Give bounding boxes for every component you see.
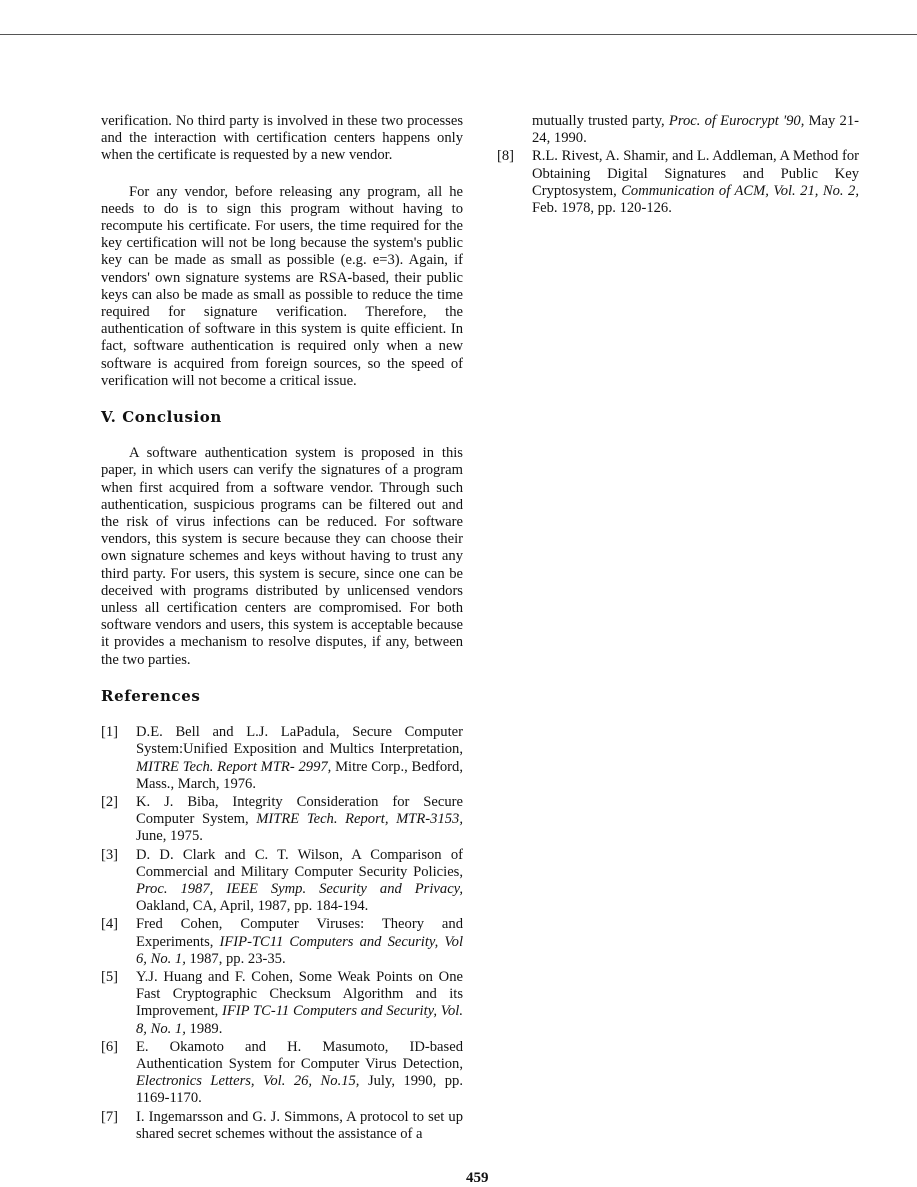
reference-item: [3] D. D. Clark and C. T. Wilson, A Comparison of Commercial and Military Computer Security Policies, Proc. 1987, IEEE Symp. Security and Privacy, Oakland, CA, April, 1987, pp. 184-194. bbox=[101, 846, 463, 915]
right-column bbox=[497, 113, 859, 218]
reference-list-continued bbox=[497, 113, 859, 217]
references-heading: References bbox=[101, 686, 201, 705]
reference-list bbox=[101, 724, 463, 1143]
paragraph-conclusion: A software authentication system is proposed in this paper, in which users can verify the signatures of a program when first acquired from a software vendor. Through such authentication, suspicious programs can be filtered out and the risk of virus infections can be reduced. For software vendors, this system is secure because they can choose their own signature schemes and keys without having to trust any third party. For users, this system is secure, since one can be deceived with programs distributed by unlicensed vendors unless all certification centers are compromised. For both software vendors and users, this system is acceptable because it provides a mechanism to resolve disputes, if any, between the two parties. bbox=[101, 445, 463, 668]
reference-item: [7] I. Ingemarsson and G. J. Simmons, A protocol to set up shared secret schemes without the assistance of a bbox=[101, 1108, 463, 1142]
paragraph-verification: verification. No third party is involved in these two processes and the interaction with certification centers happens only when the certificate is requested by a new vendor. bbox=[101, 113, 463, 164]
reference-item: [5] Y.J. Huang and F. Cohen, Some Weak Points on One Fast Cryptographic Checksum Algorithm and its Improvement, IFIP TC-11 Computers and Security, Vol. 8, No. 1, 1989. bbox=[101, 968, 463, 1037]
reference-item: [1] D.E. Bell and L.J. LaPadula, Secure Computer System:Unified Exposition and Multics Interpretation, MITRE Tech. Report MTR- 2997, Mitre Corp., Bedford, Mass., March, 1976. bbox=[101, 724, 463, 792]
reference-item: [8] R.L. Rivest, A. Shamir, and L. Addleman, A Method for Obtaining Digital Signatures and Public Key Cryptosystem, Communication of ACM, Vol. 21, No. 2, Feb. 1978, pp. 120-126. bbox=[497, 148, 859, 217]
reference-item: [4] Fred Cohen, Computer Viruses: Theory and Experiments, IFIP-TC11 Computers and Security, Vol 6, No. 1, 1987, pp. 23-35. bbox=[101, 916, 463, 967]
page-number: 459 bbox=[466, 1170, 489, 1186]
section-heading-conclusion: V. Conclusion bbox=[101, 408, 222, 427]
reference-item: [6] E. Okamoto and H. Masumoto, ID-based Authentication System for Computer Virus Detection, Electronics Letters, Vol. 26, No.15, July, 1990, pp. 1169-1170. bbox=[101, 1038, 463, 1107]
left-column bbox=[101, 113, 463, 1144]
reference-item-continued: mutually trusted party, Proc. of Eurocrypt '90, May 21-24, 1990. bbox=[532, 113, 859, 147]
top-rule bbox=[0, 34, 917, 35]
reference-item: [2] K. J. Biba, Integrity Consideration for Secure Computer System, MITRE Tech. Report, MTR-3153, June, 1975. bbox=[101, 793, 463, 845]
paragraph-vendor-signing: For any vendor, before releasing any program, all he needs to do is to sign this program without having to recompute his certificate. For users, the time required for the key certification will not be long because the system's public key can be made as small as possible (e.g. e=3). Again, if vendors' own signature systems are RSA-based, their public keys can also be made as small as possible to reduce the time required for signature verification. Therefore, the authentication of software in this system is quite efficient. In fact, software authentication is required only when a new software is acquired from foreign sources, so the speed of verification will not become a critical issue. bbox=[101, 183, 463, 389]
